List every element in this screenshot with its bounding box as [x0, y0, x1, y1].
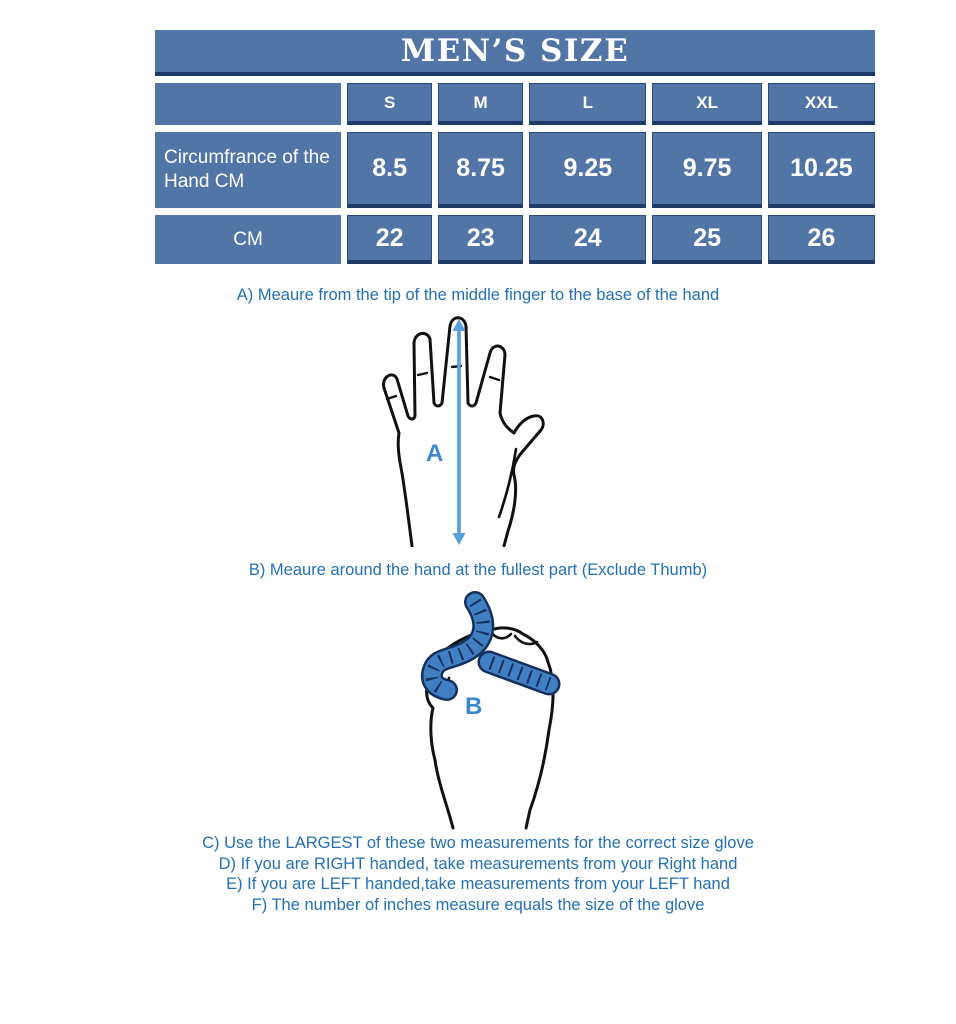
instruction-b-text: B) Meaure around the hand at the fullest part (Exclude Thumb)	[248, 561, 708, 579]
cm-value-s: 22	[347, 215, 432, 264]
hand-length-diagram	[0, 313, 956, 547]
column-header-s: S	[347, 83, 432, 125]
circumference-value-m: 8.75	[438, 132, 523, 208]
table-grid	[155, 83, 875, 264]
cm-value-xxl: 26	[768, 215, 875, 264]
diagram-label-a: A	[425, 440, 443, 467]
open-hand-measure-icon	[366, 313, 591, 547]
instruction-c-text: C) Use the LARGEST of these two measurements for the correct size glove	[202, 834, 754, 852]
instruction-f-text: F) The number of inches measure equals the size of the glove	[251, 895, 705, 914]
cm-value-xl: 25	[652, 215, 761, 264]
column-header-xl: XL	[652, 83, 761, 125]
cm-value-m: 23	[438, 215, 523, 264]
instruction-e-text: E) If you are LEFT handed,take measurements from your LEFT hand	[226, 875, 730, 893]
hand-circumference-diagram	[0, 590, 956, 830]
instruction-a-text: A) Meaure from the tip of the middle finger to the base of the hand	[236, 286, 720, 304]
column-header-m: M	[438, 83, 523, 125]
cm-value-l: 24	[529, 215, 646, 264]
fist-tape-measure-icon	[391, 590, 566, 830]
instruction-d-text: D) If you are RIGHT handed, take measurements from your Right hand	[218, 854, 738, 873]
table-title: MEN’S SIZE	[155, 30, 875, 76]
row-label-cm: CM	[155, 215, 341, 264]
column-header-xxl: XXL	[768, 83, 875, 125]
circumference-value-xl: 9.75	[652, 132, 761, 208]
mens-size-table	[155, 30, 875, 264]
circumference-value-s: 8.5	[347, 132, 432, 208]
row-label-circumference: Circumfrance of the Hand CM	[155, 132, 341, 208]
table-corner-cell	[155, 83, 341, 125]
circumference-value-xxl: 10.25	[768, 132, 875, 208]
column-header-l: L	[529, 83, 646, 125]
diagram-label-b: B	[464, 693, 482, 720]
circumference-value-l: 9.25	[529, 132, 646, 208]
fitting-notes	[0, 833, 956, 915]
